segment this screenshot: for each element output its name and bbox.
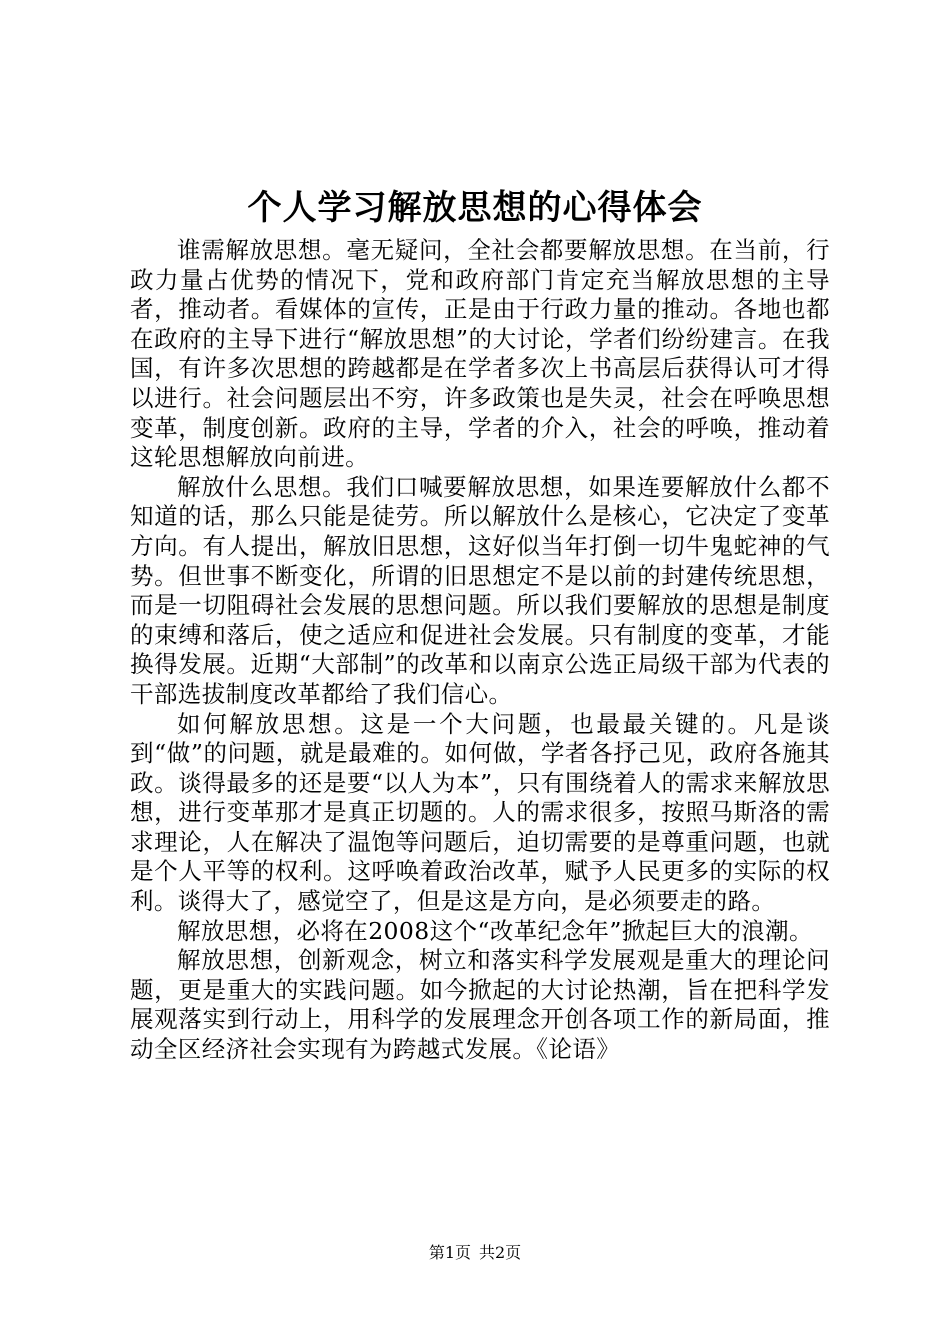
document-body xyxy=(130,236,830,1065)
paragraph: 解放思想，必将在2008这个“改革纪念年”掀起巨大的浪潮。 xyxy=(177,916,813,945)
page-number: 第1页 xyxy=(428,1243,471,1262)
document-title: 个人学习解放思想的心得体会 xyxy=(247,188,703,228)
page-footer xyxy=(0,1242,950,1264)
paragraph: 解放什么思想。我们口喊要解放思想，如果连要解放什么都不知道的话，那么只能是徒劳。所以解放什么是核心，它决定了变革方向。有人提出，解放旧思想，这好似当年打倒一切牛鬼蛇神的气势。但世事不断变化，所谓的旧思想定不是以前的封建传统思想，而是一切阻碍社会发展的思想问题。所以我们要解放的思想是制度的束缚和落后，使之适应和促进社会发展。只有制度的变革，才能换得发展。近期“大部制”的改革和以南京公选正局级干部为代表的干部选拔制度改革都给了我们信心。 xyxy=(130,472,830,708)
paragraph: 解放思想，创新观念，树立和落实科学发展观是重大的理论问题，更是重大的实践问题。如今掀起的大讨论热潮，旨在把科学发展观落实到行动上，用科学的发展理念开创各项工作的新局面，推动全区经济社会实现有为跨越式发展。《论语》 xyxy=(130,946,830,1064)
page-total: 共2页 xyxy=(479,1243,522,1262)
paragraph: 谁需解放思想。毫无疑问，全社会都要解放思想。在当前，行政力量占优势的情况下，党和政府部门肯定充当解放思想的主导者，推动者。看媒体的宣传，正是由于行政力量的推动。各地也都在政府的主导下进行“解放思想”的大讨论，学者们纷纷建言。在我国，有许多次思想的跨越都是在学者多次上书高层后获得认可才得以进行。社会问题层出不穷，许多政策也是失灵，社会在呼唤思想变革，制度创新。政府的主导，学者的介入，社会的呼唤，推动着这轮思想解放向前进。 xyxy=(130,236,830,472)
paragraph: 如何解放思想。这是一个大问题，也最最关键的。凡是谈到“做”的问题，就是最难的。如何做，学者各抒己见，政府各施其政。谈得最多的还是要“以人为本”，只有围绕着人的需求来解放思想，进行变革那才是真正切题的。人的需求很多，按照马斯洛的需求理论，人在解决了温饱等问题后，迫切需要的是尊重问题，也就是个人平等的权利。这呼唤着政治改革，赋予人民更多的实际的权利。谈得大了，感觉空了，但是这是方向，是必须要走的路。 xyxy=(130,709,830,916)
